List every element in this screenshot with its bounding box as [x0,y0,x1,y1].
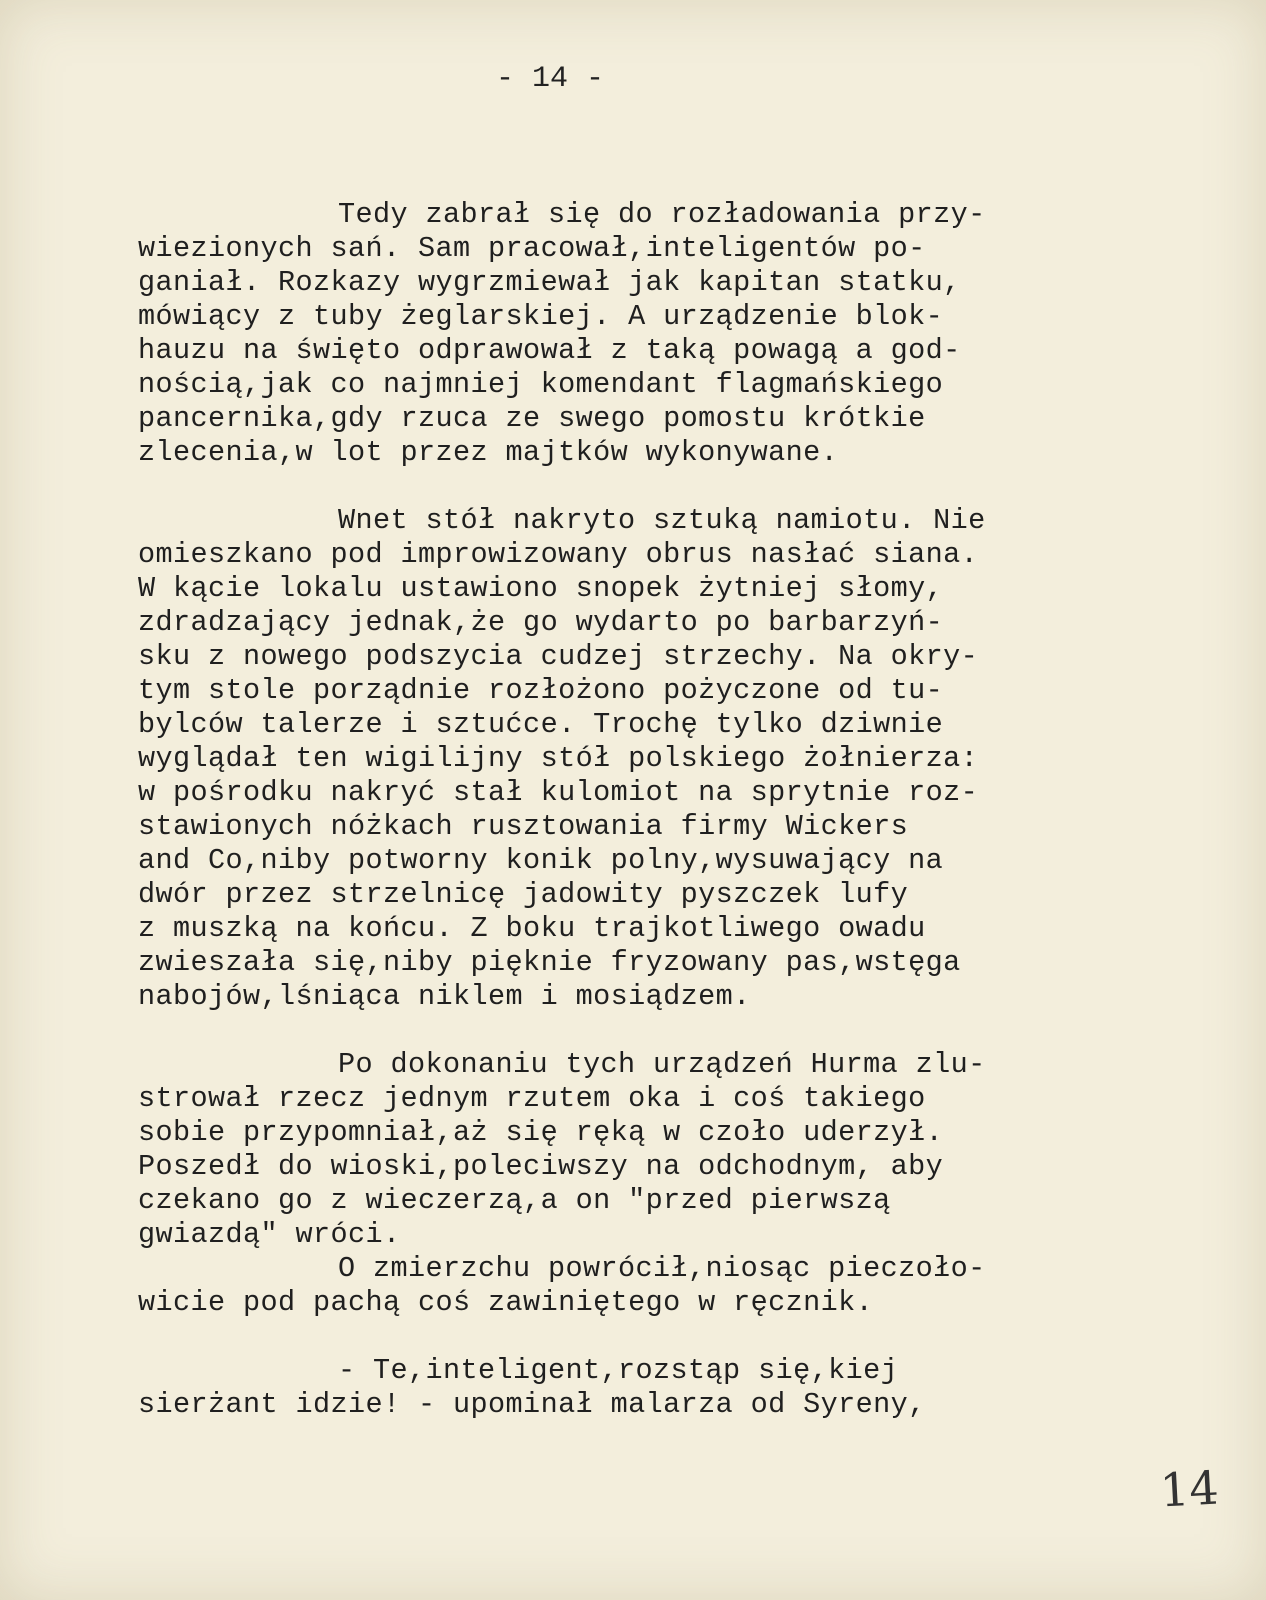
text-line: bylców talerze i sztućce. Trochę tylko dziwnie [138,708,944,741]
text-line: - Te,inteligent,rozstąp się,kiej [338,1354,899,1387]
text-line: nabojów,lśniąca niklem i mosiądzem. [138,980,751,1013]
text-line: gwiazdą" wróci. [138,1218,401,1251]
text-line: wicie pod pachą coś zawiniętego w ręcznik. [138,1286,874,1319]
text-line: omieszkano pod improwizowany obrus nasłać siana. [138,538,979,571]
text-line: wyglądał ten wigilijny stół polskiego żołnierza: [138,742,979,775]
text-line: tym stole porządnie rozłożono pożyczone od tu- [138,674,944,707]
paragraph [138,1252,1098,1320]
text-line: O zmierzchu powrócił,niosąc pieczoło- [338,1252,986,1285]
text-line: sku z nowego podszycia cudzej strzechy. Na okry- [138,640,979,673]
text-line: pancernika,gdy rzuca ze swego pomostu krótkie [138,402,926,435]
text-line: nością,jak co najmniej komendant flagmańskiego [138,368,944,401]
text-line: mówiący z tuby żeglarskiej. A urządzenie blok- [138,300,944,333]
text-line: ganiał. Rozkazy wygrzmiewał jak kapitan statku, [138,266,961,299]
paragraph [138,198,1098,470]
text-line: w pośrodku nakryć stał kulomiot na sprytnie roz- [138,776,979,809]
text-line: hauzu na święto odprawował z taką powagą a god- [138,334,961,367]
text-line: zlecenia,w lot przez majtków wykonywane. [138,436,839,469]
text-body [138,198,1098,1456]
text-line: strował rzecz jednym rzutem oka i coś takiego [138,1082,926,1115]
text-line: Tedy zabrał się do rozładowania przy- [338,198,986,231]
text-line: czekano go z wieczerzą,a on "przed pierwszą [138,1184,891,1217]
text-line: Wnet stół nakryto sztuką namiotu. Nie [338,504,986,537]
text-line: stawionych nóżkach rusztowania firmy Wickers [138,810,909,843]
text-line: z muszką na końcu. Z boku trajkotliwego owadu [138,912,926,945]
text-line: sobie przypomniał,aż się ręką w czoło uderzył. [138,1116,944,1149]
text-line: W kącie lokalu ustawiono snopek żytniej słomy, [138,572,944,605]
text-line: sierżant idzie! - upominał malarza od Syreny, [138,1388,926,1421]
paragraph [138,504,1098,1014]
text-line: wiezionych sań. Sam pracował,inteligentów po- [138,232,926,265]
text-line: Po dokonaniu tych urządzeń Hurma zlu- [338,1048,986,1081]
page-number: - 14 - [495,62,605,96]
paragraph [138,1048,1098,1252]
paragraph [138,1354,1098,1422]
text-line: dwór przez strzelnicę jadowity pyszczek lufy [138,878,909,911]
text-line: and Co,niby potworny konik polny,wysuwający na [138,844,944,877]
text-line: Poszedł do wioski,poleciwszy na odchodnym, aby [138,1150,944,1183]
handwritten-page-number: 14 [1158,1460,1220,1518]
text-line: zwieszała się,niby pięknie fryzowany pas,wstęga [138,946,961,979]
text-line: zdradzający jednak,że go wydarto po barbarzyń- [138,606,944,639]
